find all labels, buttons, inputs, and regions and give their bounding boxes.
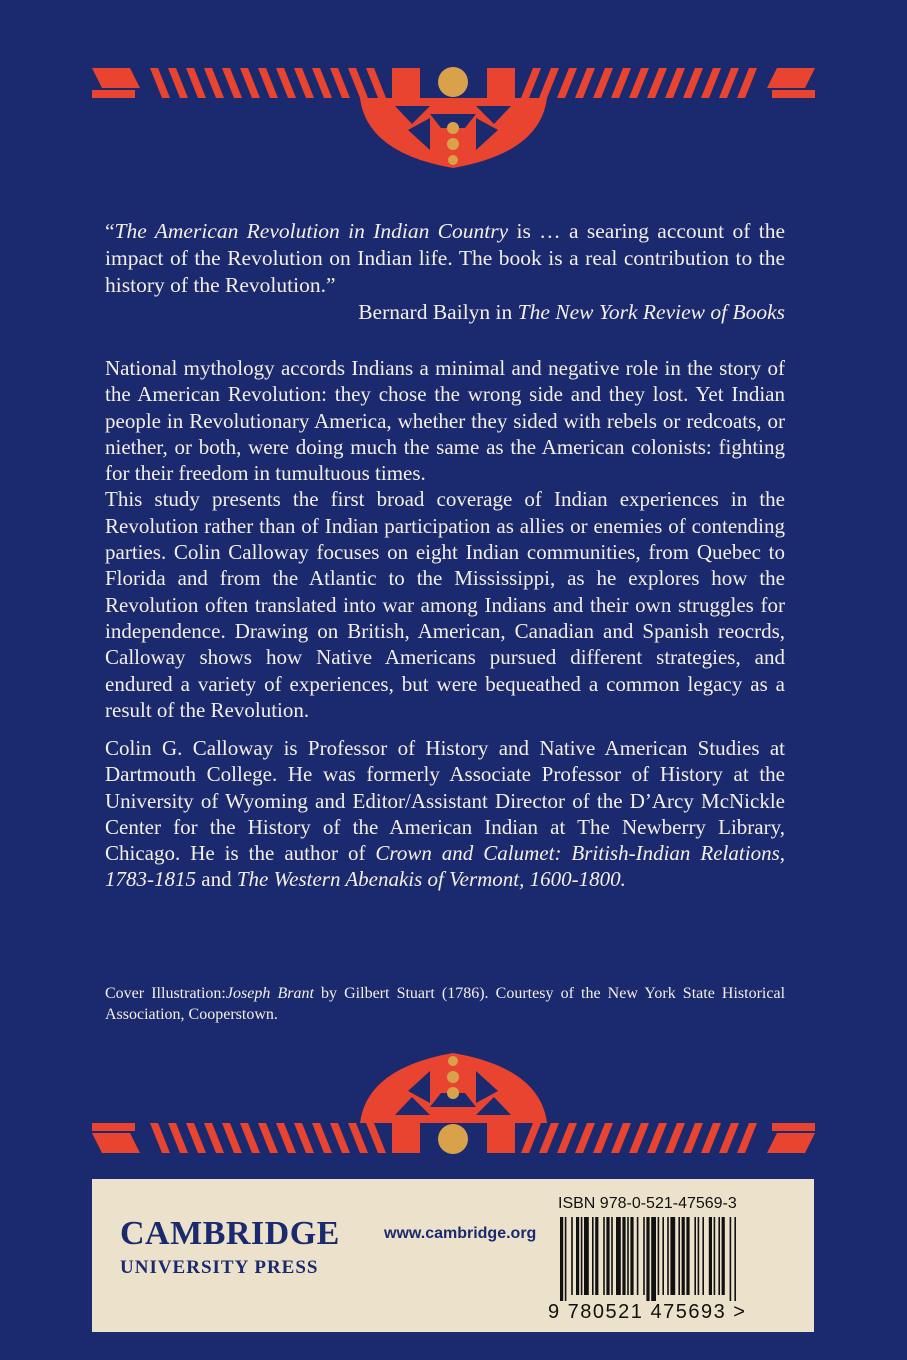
author-bio [105, 735, 785, 893]
barcode-bar [702, 1217, 704, 1295]
barcode-bar [709, 1217, 712, 1295]
top-decorative-motif [0, 58, 907, 178]
barcode-bar [643, 1217, 645, 1295]
barcode-number: 9 780521 475693 > [548, 1301, 747, 1323]
description-paragraph-2: This study presents the first broad coverage of Indian experiences in the Revolution rather than of Indian participation as allies or enemies of contending parties. Colin Calloway focuses on eight Indian communities, from Quebec to Florida and from the Atlantic to the Mississippi, as he explores how the Revolution often translated into war among Indians and their own struggles for independence. Drawing on British, American, Canadian and Spanish reocrds, Calloway shows how Native Americans pursued different strategies, and endured a variety of experiences, but were bequeathed a common legacy as a result of the Revolution. [105, 487, 785, 722]
book-description [105, 355, 785, 723]
publisher-name: CAMBRIDGE [120, 1215, 340, 1252]
barcode-bar [670, 1217, 675, 1295]
barcode-bar [698, 1217, 700, 1295]
quote-attribution [105, 299, 785, 326]
barcode-bar [646, 1217, 649, 1301]
bio-and: and [196, 867, 237, 892]
credit-rest: by Gilbert Stuart (1786). Courtesy of the New York State Historical Association, Cooperstown. [105, 985, 786, 1023]
barcode-bar [662, 1217, 664, 1295]
description-paragraph-1: National mythology accords Indians a minimal and negative role in the story of the American Revolution: they chose the wrong side and they lost. Yet Indian people in Revolutionary America, whether they sided with rebels or redcoats, or niether, or both, were doing much the same as the American colonists: fighting for their freedom in tumultuous times. [105, 356, 785, 486]
review-quote [105, 218, 785, 326]
barcode-bar [718, 1217, 720, 1295]
barcode-bar [730, 1217, 732, 1301]
barcode-bar [584, 1217, 589, 1295]
credit-title: Joseph Brant [225, 985, 314, 1002]
publisher-subname: UNIVERSITY PRESS [120, 1257, 319, 1278]
attribution-source: The New York Review of Books [517, 300, 785, 324]
cover-illustration-credit [105, 983, 785, 1025]
barcode-bar [694, 1217, 696, 1295]
barcode-bar [637, 1217, 639, 1295]
barcode-bar [581, 1217, 583, 1295]
quoted-book-title: The American Revolution in Indian Country [114, 219, 509, 243]
bio-text: Colin G. Calloway is Professor of History and Native American Studies at Dartmouth College. He was formerly Associate Professor of History at the University of Wyoming and Editor/Assistant Director of the D’Arcy McNickle Center for the History of the American Indian at The Newberry Library, Chicago. He is the author of [105, 736, 785, 866]
barcode-bar [565, 1217, 567, 1301]
quote-open-mark: “ [105, 219, 115, 243]
bottom-decorative-motif [0, 1043, 907, 1163]
barcode-bar [678, 1217, 680, 1295]
barcode-bar [606, 1217, 609, 1295]
barcode-bar [576, 1217, 579, 1295]
barcode-bar [667, 1217, 669, 1295]
barcode-bar [603, 1217, 605, 1295]
barcode-bar [630, 1217, 633, 1295]
barcode-bar [734, 1217, 736, 1301]
barcode-bar [722, 1217, 725, 1295]
barcode-bar [686, 1217, 689, 1295]
bio-book-2: The Western Abenakis of Vermont, 1600-1800. [236, 867, 626, 892]
publisher-panel [92, 1179, 814, 1332]
barcode-bar [658, 1217, 660, 1295]
barcode-bar [616, 1217, 621, 1295]
barcode-bar [682, 1217, 685, 1295]
barcode-bar [627, 1217, 629, 1295]
bio-book-1: Crown and Calumet: British-Indian Relations, 1783-1815 [105, 841, 785, 892]
isbn-label: ISBN 978-0-521-47569-3 [558, 1195, 737, 1212]
barcode-bar [592, 1217, 594, 1295]
quote-body: is … a searing account of the impact of the Revolution on Indian life. The book is a real contribution to the history of the Revolution.” [105, 219, 786, 297]
attribution-prefix: Bernard Bailyn in [358, 300, 518, 324]
barcode-bar [560, 1217, 563, 1301]
barcode [560, 1217, 790, 1301]
barcode-bar [611, 1217, 613, 1295]
credit-prefix: Cover Illustration: [105, 985, 226, 1002]
barcode-bar [571, 1217, 573, 1295]
barcode-bar [651, 1217, 656, 1301]
barcode-bar [595, 1217, 598, 1295]
barcode-bar [622, 1217, 625, 1295]
barcode-bar [714, 1217, 716, 1295]
publisher-url: www.cambridge.org [384, 1225, 537, 1242]
